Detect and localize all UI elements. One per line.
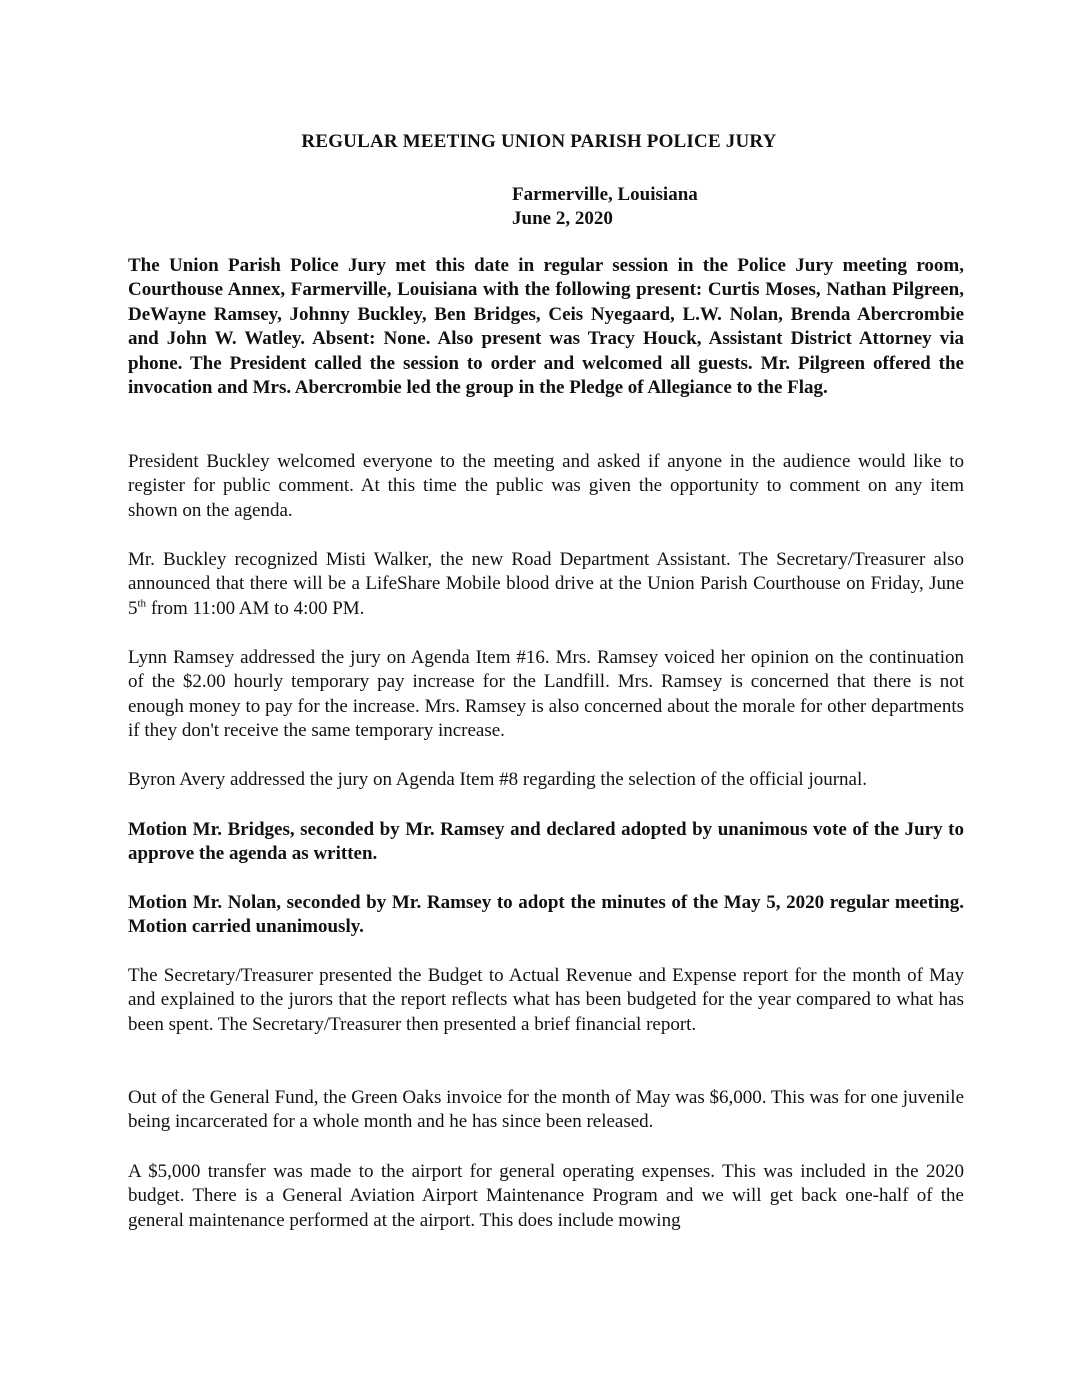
avery-comment-paragraph: Byron Avery addressed the jury on Agenda Item #8 regarding the selection of the official journal. [128,769,868,790]
motion-agenda-paragraph: Motion Mr. Bridges, seconded by Mr. Ramsey and declared adopted by unanimous vote of the Jury to approve the agenda as written. [128,819,964,865]
budget-report-paragraph: The Secretary/Treasurer presented the Budget to Actual Revenue and Expense report for the month of May and explained to the jurors that the report reflects what has been budgeted for the year compared to what has been spent. The Secretary/Treasurer then presented a brief financial report. [128,965,964,1035]
recognition-time-text: from 11:00 AM to 4:00 PM. [146,597,365,619]
airport-transfer-paragraph: A $5,000 transfer was made to the airport for general operating expenses. This was included in the 2020 budget. There is a General Aviation Airport Maintenance Program and we will get back one-half of the general maintenance performed at the airport. This does include mowing [128,1161,964,1231]
recognition-text: Mr. Buckley recognized Misti Walker, the new Road Department Assistant. The Secretary/Treasurer also announced that there will be a LifeShare Mobile blood drive at the Union Parish Courthouse on Friday, June 5 [128,549,964,619]
meeting-date: June 2, 2020 [512,208,613,229]
intro-paragraph: The Union Parish Police Jury met this date in regular session in the Police Jury meeting room, Courthouse Annex, Farmerville, Louisiana with the following present: Curtis Moses, Nathan Pilgreen, DeWayne Ramsey, Johnny Buckley, Ben Bridges, Ceis Nyegaard, L.W. Nolan, Brenda Abercrombie and John W. Watley. Absent: None. Also present was Tracy Houck, Assistant District Attorney via phone. The President called the session to order and welcomed all guests. Mr. Pilgreen offered the invocation and Mrs. Abercrombie led the group in the Pledge of Allegiance to the Flag. [128,255,964,399]
date-ordinal-suffix: th [137,597,147,610]
meeting-location: Farmerville, Louisiana [512,184,698,205]
location-date-block [512,183,698,231]
public-comment-paragraph: President Buckley welcomed everyone to the meeting and asked if anyone in the audience would like to register for public comment. At this time the public was given the opportunity to comment on any item shown on the agenda. [128,451,964,521]
motion-minutes-paragraph: Motion Mr. Nolan, seconded by Mr. Ramsey to adopt the minutes of the May 5, 2020 regular meeting. Motion carried unanimously. [128,892,964,938]
general-fund-paragraph: Out of the General Fund, the Green Oaks invoice for the month of May was $6,000. This was for one juvenile being incarcerated for a whole month and he has since been released. [128,1087,964,1133]
recognition-paragraph [128,548,964,621]
ramsey-comment-paragraph: Lynn Ramsey addressed the jury on Agenda Item #16. Mrs. Ramsey voiced her opinion on the continuation of the $2.00 hourly temporary pay increase for the Landfill. Mrs. Ramsey is concerned that there is not enough money to pay for the increase. Mrs. Ramsey is also concerned about the morale for other departments if they don't receive the same temporary increase. [128,647,964,742]
document-title: REGULAR MEETING UNION PARISH POLICE JURY [301,131,777,152]
